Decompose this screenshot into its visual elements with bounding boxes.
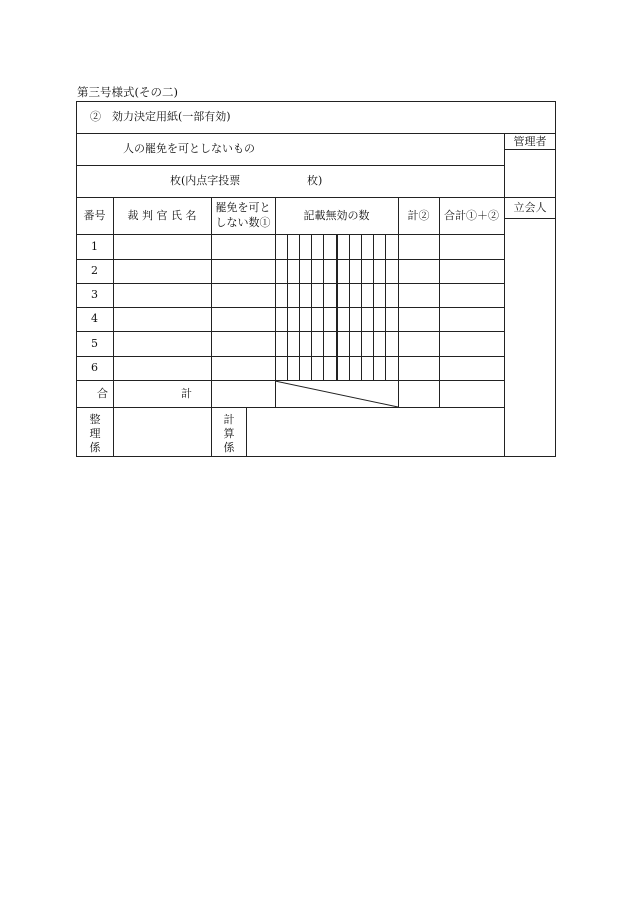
tally-line bbox=[323, 234, 324, 380]
row-number: 1 bbox=[91, 240, 98, 253]
rule-left bbox=[76, 101, 77, 456]
admin-label: 管理者 bbox=[513, 135, 547, 148]
rule-footer-calc bbox=[246, 407, 247, 456]
header-total: 合計①＋② bbox=[444, 209, 499, 222]
tally-line bbox=[385, 234, 386, 380]
form-title: ② 効力決定用紙(一部有効) bbox=[90, 110, 231, 123]
row-number: 5 bbox=[91, 337, 98, 350]
count-prefix: 枚(内点字投票 bbox=[170, 174, 241, 187]
row-number: 3 bbox=[91, 288, 98, 301]
header-invalid: 記載無効の数 bbox=[303, 209, 370, 222]
tally-line bbox=[299, 234, 300, 380]
tally-line bbox=[287, 234, 288, 380]
tally-line bbox=[361, 234, 362, 380]
tally-divider bbox=[336, 234, 338, 380]
rule-col-number bbox=[113, 197, 114, 456]
count-suffix: 枚) bbox=[307, 174, 323, 187]
tally-line bbox=[311, 234, 312, 380]
header-subtotal: 計② bbox=[407, 209, 430, 222]
rule-col-judge bbox=[211, 197, 212, 456]
header-number: 番号 bbox=[83, 209, 106, 222]
form-number: 第三号様式(その二) bbox=[77, 85, 178, 99]
rule-title-bottom bbox=[76, 133, 556, 134]
header-not-approve-line2: しない数① bbox=[215, 216, 271, 229]
total-label-left: 合 bbox=[97, 387, 108, 400]
rule-right bbox=[555, 101, 556, 456]
witness-label: 立会人 bbox=[513, 201, 547, 214]
rule-witness-label-bottom bbox=[504, 218, 556, 219]
header-judge-name: 裁 判 官 氏 名 bbox=[127, 209, 197, 222]
total-label-right: 計 bbox=[181, 387, 192, 400]
row-number: 4 bbox=[91, 312, 98, 325]
header-not-approve-line1: 罷免を可と bbox=[215, 201, 271, 214]
rule-admin-label-bottom bbox=[504, 149, 556, 150]
diagonal-strike bbox=[275, 380, 399, 408]
rule-col-subtotal bbox=[439, 197, 440, 407]
row-number: 6 bbox=[91, 361, 98, 374]
not-approve-label: 人の罷免を可としないもの bbox=[123, 142, 255, 155]
row-number: 2 bbox=[91, 264, 98, 277]
rule-admin-box-bottom bbox=[504, 197, 556, 198]
organizer-label: 整理係 bbox=[89, 413, 101, 454]
rule-col-notapprove bbox=[275, 197, 276, 407]
calculator-label: 計算係 bbox=[223, 413, 235, 454]
rule-col-invalid bbox=[398, 197, 399, 407]
rule-bottom bbox=[76, 456, 556, 457]
rule-side-divider bbox=[504, 133, 505, 456]
rule-top bbox=[76, 101, 556, 102]
rule-label-bottom bbox=[76, 165, 504, 166]
tally-line bbox=[373, 234, 374, 380]
tally-line bbox=[349, 234, 350, 380]
